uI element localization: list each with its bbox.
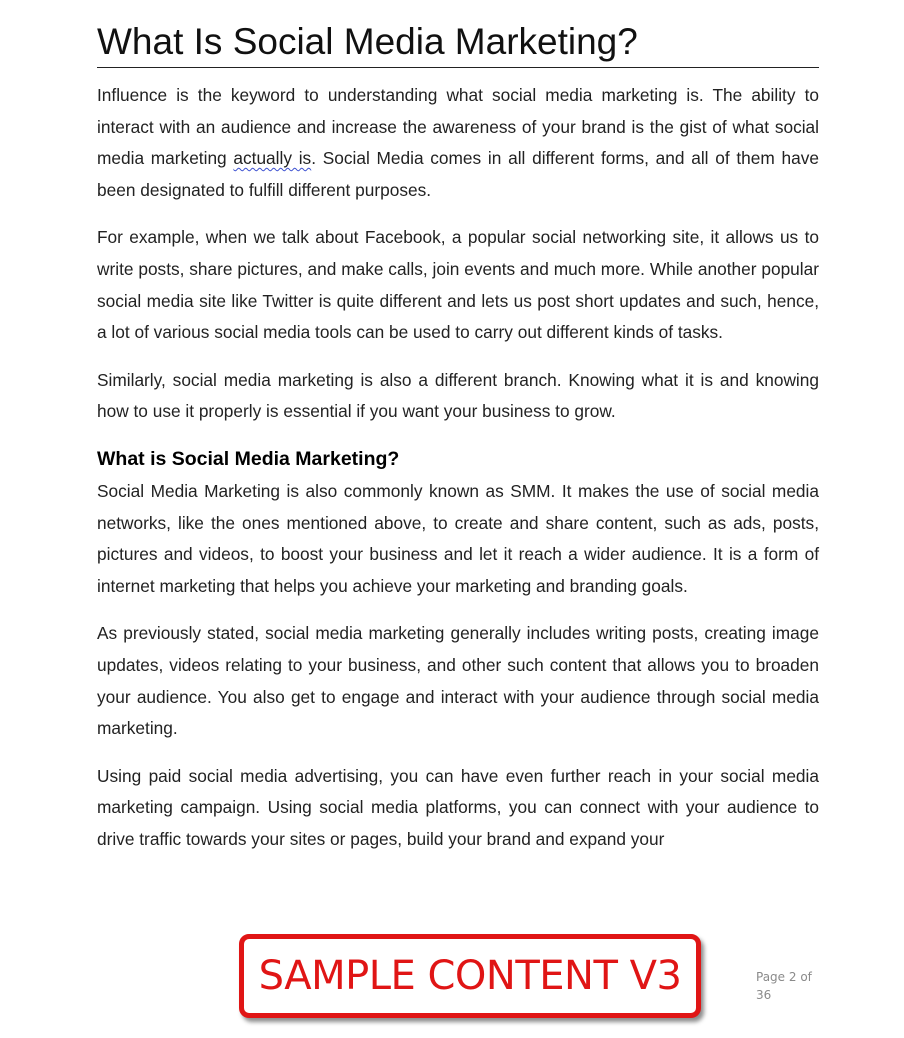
page-number: Page 2 of 36 xyxy=(756,970,812,1002)
paragraph: As previously stated, social media marketing generally includes writing posts, creating image updates, videos relating to your business, and other such content that allows you to broaden your audience. You also get to engage and interact with your audience through social media marketing. xyxy=(97,623,819,739)
paragraph: Using paid social media advertising, you can have even further reach in your social media marketing campaign. Using social media platforms, you can connect with your audience to drive traffic towards your sites or pages, build your brand and expand your xyxy=(97,765,819,849)
stamp-text: SAMPLE CONTENT V3 xyxy=(258,953,682,999)
section-heading: What is Social Media Marketing? xyxy=(97,447,400,470)
document-body xyxy=(97,80,819,871)
paragraph-text: Influence is the keyword to understanding what social media marketing is. The ability to interact with an audience and increase the awareness of your brand is the gist of what social media marketing xyxy=(97,85,819,169)
sample-content-stamp xyxy=(239,934,701,1018)
paragraph: Social Media Marketing is also commonly known as SMM. It makes the use of social media networks, like the ones mentioned above, to create and share content, such as ads, posts, pictures and videos, to boost your business and let it reach a wider audience. It is a form of internet marketing that helps you achieve your marketing and branding goals. xyxy=(97,480,819,596)
paragraph xyxy=(97,80,819,206)
paragraph-text: . Social Media comes in all different forms, and all of them have been designated to fulfill different purposes. xyxy=(97,148,819,200)
spellcheck-flagged-text[interactable]: actually is xyxy=(233,148,312,169)
page-title: What Is Social Media Marketing? xyxy=(97,18,819,68)
paragraph: For example, when we talk about Facebook, a popular social networking site, it allows us to write posts, share pictures, and make calls, join events and much more. While another popular social media site like Twitter is quite different and lets us post short updates and such, hence, a lot of various social media tools can be used to carry out different kinds of tasks. xyxy=(97,227,819,343)
paragraph: Similarly, social media marketing is also a different branch. Knowing what it is and knowing how to use it properly is essential if you want your business to grow. xyxy=(97,369,819,422)
